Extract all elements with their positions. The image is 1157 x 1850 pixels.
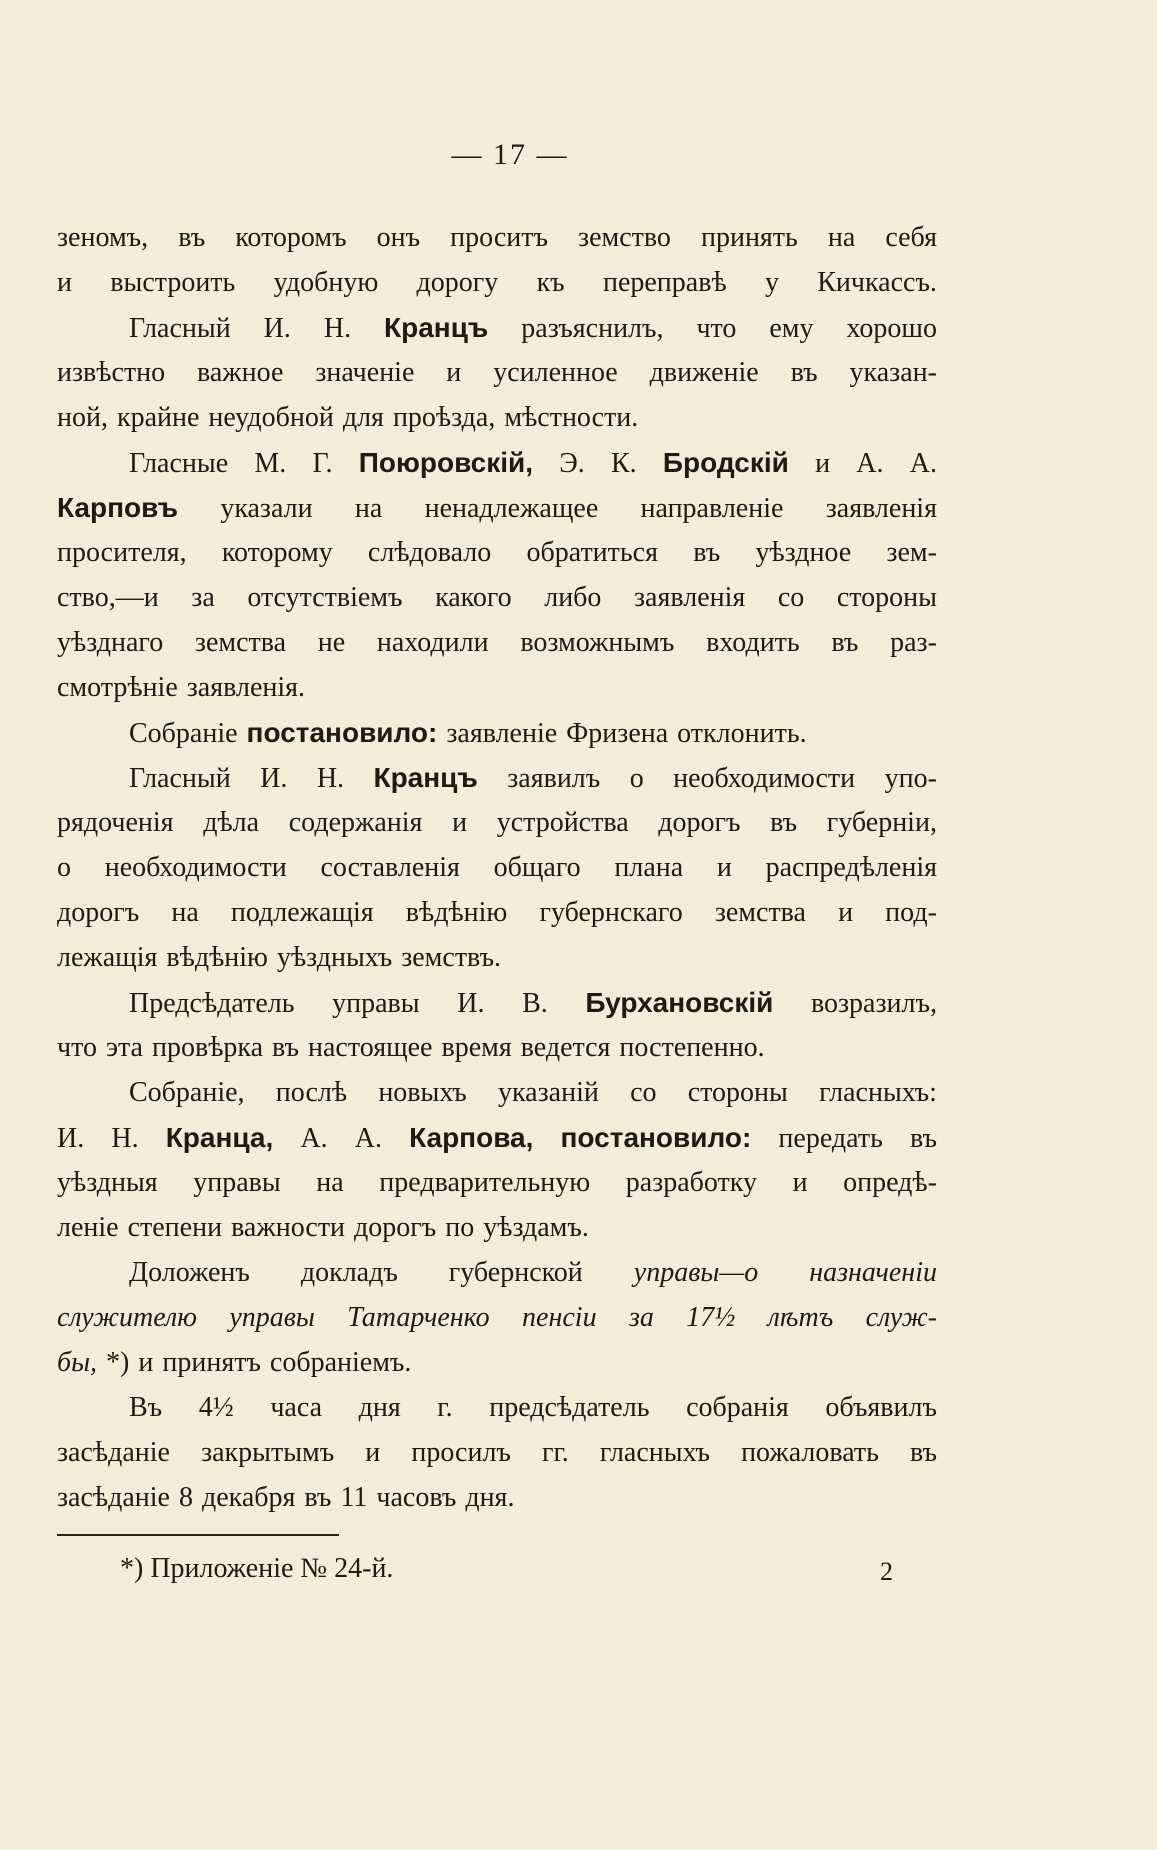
word: себя — [885, 222, 937, 253]
text-line — [57, 1257, 937, 1302]
word: Гласный — [129, 313, 231, 344]
text-line — [57, 1077, 937, 1122]
word: что — [57, 1032, 97, 1063]
footnote: *) Приложеніе № 24-й. — [120, 1553, 394, 1584]
word: со — [630, 1077, 657, 1108]
word: губернской — [448, 1257, 583, 1288]
word: у — [764, 267, 779, 298]
word: Доложенъ — [129, 1257, 250, 1288]
word: проѣзда, — [392, 402, 496, 433]
word: управы — [229, 1302, 315, 1333]
word: управы — [332, 988, 420, 1019]
word: ведется — [520, 1032, 611, 1063]
word: Карповъ — [57, 492, 179, 523]
word: и — [815, 448, 831, 479]
word: и — [57, 267, 72, 298]
word: Гласные — [129, 448, 229, 479]
word: составленія — [320, 852, 460, 883]
word: А. — [354, 1123, 382, 1154]
word: зем- — [886, 537, 937, 568]
text-line — [57, 807, 937, 852]
text-line — [57, 312, 937, 357]
word: лежащія — [57, 942, 158, 973]
text-line — [57, 357, 937, 402]
word: содержанія — [288, 807, 423, 838]
word: объявилъ — [825, 1392, 937, 1423]
word: И. — [260, 763, 288, 794]
word: Н. — [323, 313, 352, 344]
word: В. — [522, 988, 548, 1019]
word: гг. — [541, 1437, 569, 1468]
word: новыхъ — [378, 1077, 467, 1108]
word: въ — [909, 1437, 937, 1468]
word: эта — [105, 1032, 143, 1063]
word: въ — [909, 1123, 937, 1154]
word: крайне — [116, 402, 200, 433]
word: закрытымъ — [201, 1437, 335, 1468]
word: возможнымъ — [520, 627, 675, 658]
word: дня. — [465, 1482, 515, 1513]
text-line — [57, 402, 937, 447]
word: Бурхановскій — [585, 987, 774, 1018]
word: губерніи, — [826, 807, 937, 838]
word: и — [838, 897, 854, 928]
word: время — [441, 1032, 512, 1063]
word: на — [354, 493, 383, 524]
text-line — [57, 447, 937, 492]
word: устройства — [496, 807, 629, 838]
word: и — [792, 1167, 808, 1198]
word: для — [342, 402, 384, 433]
text-line — [57, 267, 937, 312]
word: дорогъ — [57, 897, 140, 928]
text-line — [57, 762, 937, 807]
word: провѣрка — [151, 1032, 263, 1063]
word: управы — [193, 1167, 281, 1198]
word: и — [365, 1437, 381, 1468]
word: стороны — [687, 1077, 788, 1108]
word: заявленія — [634, 582, 746, 613]
text-line — [57, 1032, 937, 1077]
word: за — [191, 582, 215, 613]
word: заявленія — [825, 493, 937, 524]
page-number: — 17 — — [451, 138, 569, 171]
word: значеніе — [315, 357, 415, 388]
word: извѣстно — [57, 357, 166, 388]
word: онъ — [376, 222, 421, 253]
word: въ — [790, 357, 818, 388]
word: дѣла — [203, 807, 260, 838]
word: Карпова, — [409, 1122, 534, 1153]
word: Н. — [316, 763, 345, 794]
word: постановило: — [560, 1122, 752, 1153]
word: важности — [231, 1212, 346, 1243]
text-line — [57, 1167, 937, 1212]
word: И. — [457, 988, 485, 1019]
word: г. — [437, 1392, 453, 1423]
word: упо- — [884, 763, 937, 794]
word: пенсіи — [522, 1302, 597, 1333]
word: какого — [435, 582, 512, 613]
text-line — [57, 672, 937, 717]
word: проситъ — [450, 222, 548, 253]
word: Предсѣдатель — [129, 988, 295, 1019]
word: А. — [856, 448, 884, 479]
word: указан- — [849, 357, 937, 388]
word: Собраніе — [129, 718, 238, 749]
word: и — [446, 357, 462, 388]
text-line — [57, 492, 937, 537]
word: предсѣдатель — [489, 1392, 650, 1423]
word: что — [696, 313, 737, 344]
word: Въ — [129, 1392, 163, 1423]
word: находили — [376, 627, 489, 658]
word: усиленное — [493, 357, 618, 388]
word: разработку — [625, 1167, 757, 1198]
word: гласныхъ: — [819, 1077, 937, 1108]
word: засѣданіе — [57, 1482, 170, 1513]
word: 11 — [340, 1482, 368, 1513]
word: въ — [304, 1482, 332, 1513]
word: важное — [197, 357, 284, 388]
word: по — [445, 1212, 475, 1243]
word: Собраніе, — [129, 1077, 245, 1108]
word: за — [628, 1302, 654, 1333]
word: рядоченія — [57, 807, 174, 838]
word: просителя, — [57, 537, 187, 568]
word: и — [716, 852, 732, 883]
word: послѣ — [275, 1077, 348, 1108]
word: Кранца, — [165, 1122, 274, 1153]
word: направленіе — [640, 493, 784, 524]
word: переправѣ — [602, 267, 727, 298]
word: собранія — [686, 1392, 789, 1423]
word: въ — [272, 1032, 300, 1063]
word: и — [138, 1347, 154, 1378]
word: ему — [769, 313, 814, 344]
word: разъяснилъ, — [521, 313, 664, 344]
word: не — [317, 627, 346, 658]
word: къ — [536, 267, 565, 298]
word: уѣзднаго — [57, 627, 164, 658]
word: просилъ — [411, 1437, 511, 1468]
text-line — [57, 717, 937, 762]
word: постепенно. — [619, 1032, 765, 1063]
word: Татарченко — [347, 1302, 490, 1333]
text-line — [57, 852, 937, 897]
word: о — [57, 852, 71, 883]
word: заявленіе — [446, 718, 558, 749]
word: зеномъ, — [57, 222, 149, 253]
word: докладъ — [300, 1257, 398, 1288]
word: которому — [221, 537, 333, 568]
word: на — [171, 897, 199, 928]
word: распредѣленія — [765, 852, 937, 883]
word: 8 — [178, 1482, 193, 1513]
word: необходимости — [104, 852, 287, 883]
text-line — [57, 1302, 937, 1347]
word: на — [316, 1167, 344, 1198]
word: заявилъ — [507, 763, 601, 794]
word: вѣдѣнію — [166, 942, 268, 973]
word: движеніе — [649, 357, 759, 388]
word: отклонить. — [677, 718, 807, 749]
word: указаній — [497, 1077, 599, 1108]
word: А. — [300, 1123, 328, 1154]
text-line — [57, 1122, 937, 1167]
word: гласныхъ — [599, 1437, 710, 1468]
word: степени — [127, 1212, 223, 1243]
word: Поюровскій, — [358, 447, 534, 478]
word: земство — [578, 222, 671, 253]
word: земства — [194, 627, 287, 658]
text-line — [57, 987, 937, 1032]
word: въ — [693, 537, 721, 568]
text-line — [57, 537, 937, 582]
footnote-rule — [57, 1534, 339, 1536]
word: настоящее — [308, 1032, 433, 1063]
word: Кранцъ — [384, 312, 489, 343]
word: заявленія. — [186, 672, 306, 703]
word: земствъ. — [401, 942, 502, 973]
word: *) — [106, 1347, 130, 1378]
word: опредѣ- — [843, 1167, 937, 1198]
word: Фризена — [566, 718, 669, 749]
text-line — [57, 942, 937, 987]
word: часовъ — [376, 1482, 457, 1513]
text-line — [57, 1392, 937, 1437]
word: входить — [706, 627, 800, 658]
word: хорошо — [846, 313, 937, 344]
word: назначеніи — [809, 1257, 937, 1288]
word: ной, — [57, 402, 108, 433]
word: А. — [909, 448, 937, 479]
body-text — [57, 222, 937, 1527]
signature-mark: 2 — [880, 1557, 893, 1586]
word: уѣздныя — [57, 1167, 158, 1198]
word: въ — [770, 807, 798, 838]
word: необходимости — [673, 763, 856, 794]
word: предварительную — [379, 1167, 591, 1198]
word: ство,—и — [57, 582, 159, 613]
word: о — [629, 763, 644, 794]
word: въ — [831, 627, 859, 658]
word: раз- — [890, 627, 937, 658]
word: плана — [614, 852, 684, 883]
text-line — [57, 1212, 937, 1257]
word: И. — [263, 313, 291, 344]
word: собраніемъ. — [269, 1347, 412, 1378]
word: подлежащія — [230, 897, 374, 928]
word: К. — [610, 448, 637, 479]
word: указали — [220, 493, 313, 524]
word: леніе — [57, 1212, 119, 1243]
word: дня — [358, 1392, 401, 1423]
word: со — [777, 582, 805, 613]
word: ненадлежащее — [424, 493, 599, 524]
word: часа — [270, 1392, 323, 1423]
word: стороны — [836, 582, 937, 613]
word: дорогъ — [658, 807, 741, 838]
word: земства — [714, 897, 806, 928]
word: уѣздамъ. — [483, 1212, 589, 1243]
word: обратиться — [526, 537, 658, 568]
text-line — [57, 1437, 937, 1482]
text-line — [57, 1347, 937, 1392]
word: и — [452, 807, 468, 838]
word: декабря — [201, 1482, 296, 1513]
word: отсутствіемъ — [247, 582, 403, 613]
word: служ- — [865, 1302, 937, 1333]
word: принять — [700, 222, 798, 253]
word: И. — [57, 1123, 85, 1154]
word: общаго — [493, 852, 581, 883]
word: дорогъ — [354, 1212, 437, 1243]
word: удобную — [273, 267, 379, 298]
word: засѣданіе — [57, 1437, 170, 1468]
word: Н. — [111, 1123, 139, 1154]
word: под- — [885, 897, 937, 928]
word: М. — [254, 448, 287, 479]
word: неудобной — [208, 402, 334, 433]
word: служителю — [57, 1302, 197, 1333]
word: уѣздное — [755, 537, 852, 568]
word: губернскаго — [539, 897, 683, 928]
word: принятъ — [162, 1347, 261, 1378]
text-line — [57, 897, 937, 942]
text-line — [57, 627, 937, 672]
word: Кичкассъ. — [817, 267, 937, 298]
word: Гласный — [129, 763, 231, 794]
word: либо — [544, 582, 602, 613]
word: мѣстности. — [504, 402, 639, 433]
word: управы—о — [633, 1257, 759, 1288]
text-line — [57, 222, 937, 267]
word: Бродскій — [662, 447, 789, 478]
word: лѣтъ — [767, 1302, 834, 1333]
text-line — [57, 582, 937, 627]
word: вѣдѣнію — [405, 897, 508, 928]
word: дорогу — [416, 267, 499, 298]
word: пожаловать — [741, 1437, 879, 1468]
word: передать — [778, 1123, 883, 1154]
word: Г. — [312, 448, 333, 479]
word: выстроить — [110, 267, 236, 298]
word: постановило: — [246, 717, 438, 748]
word: смотрѣніе — [57, 672, 178, 703]
word: Э. — [559, 448, 585, 479]
word: уѣздныхъ — [276, 942, 393, 973]
word: 17½ — [686, 1302, 736, 1333]
word: 4½ — [198, 1392, 234, 1423]
word: которомъ — [235, 222, 347, 253]
word: слѣдовало — [367, 537, 492, 568]
text-line — [57, 1482, 937, 1527]
word: въ — [178, 222, 206, 253]
word: Кранцъ — [373, 762, 478, 793]
word: возразилъ, — [810, 988, 937, 1019]
word: на — [827, 222, 856, 253]
word: бы, — [57, 1347, 98, 1378]
